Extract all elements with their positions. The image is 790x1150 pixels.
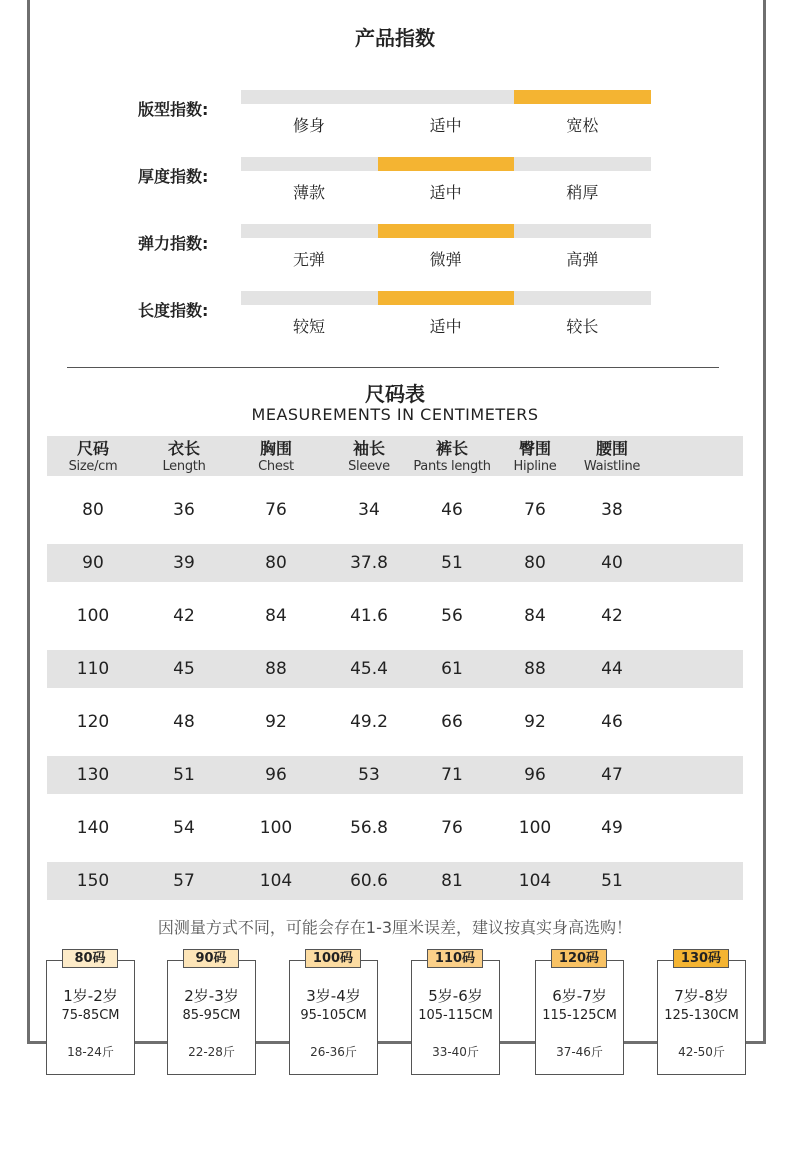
index-bar-highlight [378, 291, 515, 305]
header-zh: 臀围 [518, 439, 551, 458]
index-option: 稍厚 [566, 183, 599, 202]
index-label: 版型指数: [138, 100, 209, 119]
frame-right-border [763, 0, 766, 1044]
table-row [47, 650, 743, 688]
table-cell: 90 [82, 553, 104, 573]
table-cell: 37.8 [350, 553, 388, 573]
card-weight: 42-50斤 [678, 1045, 725, 1059]
table-cell: 49 [601, 818, 623, 838]
table-cell: 45.4 [350, 659, 388, 679]
card-age: 2岁-3岁 [184, 987, 239, 1005]
table-cell: 96 [524, 765, 546, 785]
table-cell: 38 [601, 500, 623, 520]
table-cell: 46 [441, 500, 463, 520]
index-option: 较长 [566, 317, 599, 336]
card-weight: 37-46斤 [556, 1045, 603, 1059]
table-cell: 100 [259, 818, 293, 838]
table-row [47, 703, 743, 741]
table-cell: 71 [441, 765, 463, 785]
table-cell: 100 [76, 606, 110, 626]
size-chart-title: 尺码表 [365, 382, 425, 406]
table-cell: 84 [524, 606, 546, 626]
card-weight: 33-40斤 [432, 1045, 479, 1059]
card-height: 95-105CM [300, 1008, 367, 1023]
size-card [167, 960, 256, 1075]
index-option: 薄款 [292, 183, 325, 202]
index-option: 微弹 [429, 250, 462, 269]
table-cell: 53 [358, 765, 380, 785]
table-cell: 49.2 [350, 712, 388, 732]
table-cell: 150 [76, 871, 110, 891]
table-cell: 51 [173, 765, 195, 785]
table-cell: 80 [265, 553, 287, 573]
table-header-cell [324, 436, 414, 474]
card-height: 125-130CM [664, 1008, 739, 1023]
card-height: 105-115CM [418, 1008, 493, 1023]
table-cell: 45 [173, 659, 195, 679]
frame-left-border [27, 0, 30, 1044]
table-cell: 96 [265, 765, 287, 785]
table-row [47, 862, 743, 900]
index-option: 无弹 [292, 250, 325, 269]
size-card [657, 960, 746, 1075]
index-label: 长度指数: [138, 301, 209, 320]
table-cell: 104 [259, 871, 293, 891]
card-age: 5岁-6岁 [428, 987, 483, 1005]
size-card [411, 960, 500, 1075]
index-option: 修身 [292, 116, 325, 135]
table-cell: 80 [524, 553, 546, 573]
table-cell: 44 [601, 659, 623, 679]
card-size-tag: 90码 [183, 949, 239, 968]
header-zh: 腰围 [595, 439, 628, 458]
index-bar-highlight [378, 224, 515, 238]
size-table-header [47, 436, 743, 476]
card-size-tag: 110码 [427, 949, 483, 968]
table-cell: 92 [265, 712, 287, 732]
table-cell: 81 [441, 871, 463, 891]
table-cell: 88 [524, 659, 546, 679]
index-bar-track [241, 291, 651, 305]
table-cell: 61 [441, 659, 463, 679]
header-zh: 胸围 [259, 439, 292, 458]
frame-bottom-border [27, 1041, 766, 1044]
header-zh: 裤长 [435, 439, 468, 458]
header-en: Pants length [413, 459, 491, 474]
card-weight: 18-24斤 [67, 1045, 114, 1059]
section-divider [67, 367, 719, 368]
card-height: 85-95CM [182, 1008, 241, 1023]
table-header-cell [48, 436, 138, 474]
header-zh: 尺码 [76, 439, 109, 458]
table-row [47, 809, 743, 847]
table-row [47, 756, 743, 794]
size-chart-subtitle: MEASUREMENTS IN CENTIMETERS [251, 405, 539, 424]
header-en: Length [162, 459, 206, 474]
table-cell: 42 [601, 606, 623, 626]
table-cell: 120 [76, 712, 110, 732]
card-height: 115-125CM [542, 1008, 617, 1023]
index-bar-track [241, 90, 651, 104]
table-cell: 66 [441, 712, 463, 732]
table-cell: 54 [173, 818, 195, 838]
header-en: Waistline [583, 459, 641, 474]
table-cell: 84 [265, 606, 287, 626]
header-zh: 袖长 [352, 439, 385, 458]
table-row [47, 544, 743, 582]
table-cell: 100 [518, 818, 552, 838]
card-age: 3岁-4岁 [306, 987, 361, 1005]
card-age: 6岁-7岁 [552, 987, 607, 1005]
index-bar-track [241, 157, 651, 171]
card-age: 1岁-2岁 [63, 987, 118, 1005]
index-option: 适中 [429, 317, 462, 336]
table-cell: 48 [173, 712, 195, 732]
table-cell: 57 [173, 871, 195, 891]
table-cell: 110 [76, 659, 110, 679]
header-en: Size/cm [68, 459, 118, 474]
table-cell: 140 [76, 818, 110, 838]
table-cell: 56 [441, 606, 463, 626]
card-size-tag: 130码 [673, 949, 729, 968]
table-header-cell [231, 436, 321, 474]
table-row [47, 597, 743, 635]
table-cell: 76 [441, 818, 463, 838]
card-age: 7岁-8岁 [674, 987, 729, 1005]
index-bar-highlight [378, 157, 515, 171]
table-header-cell [407, 436, 497, 474]
card-size-tag: 100码 [305, 949, 361, 968]
table-cell: 51 [601, 871, 623, 891]
table-cell: 47 [601, 765, 623, 785]
card-weight: 22-28斤 [188, 1045, 235, 1059]
table-cell: 130 [76, 765, 110, 785]
header-en: Chest [258, 459, 294, 474]
table-cell: 88 [265, 659, 287, 679]
table-header-cell [139, 436, 229, 474]
table-cell: 42 [173, 606, 195, 626]
index-label: 弹力指数: [138, 234, 209, 253]
table-cell: 41.6 [350, 606, 388, 626]
table-cell: 92 [524, 712, 546, 732]
size-card [289, 960, 378, 1075]
table-cell: 76 [524, 500, 546, 520]
header-zh: 衣长 [167, 439, 200, 458]
table-cell: 76 [265, 500, 287, 520]
measurement-note: 因测量方式不同，可能会存在1-3厘米误差，建议按真实身高选购！ [157, 918, 633, 937]
table-cell: 40 [601, 553, 623, 573]
index-bar-highlight [514, 90, 651, 104]
product-index-title: 产品指数 [355, 26, 435, 50]
size-card [46, 960, 135, 1075]
card-weight: 26-36斤 [310, 1045, 357, 1059]
table-cell: 51 [441, 553, 463, 573]
table-cell: 36 [173, 500, 195, 520]
card-size-tag: 120码 [551, 949, 607, 968]
index-bar-track [241, 224, 651, 238]
index-label: 厚度指数: [138, 167, 209, 186]
table-cell: 39 [173, 553, 195, 573]
index-option: 较短 [292, 317, 325, 336]
header-en: Sleeve [348, 459, 390, 474]
table-cell: 56.8 [350, 818, 388, 838]
table-cell: 104 [518, 871, 552, 891]
header-en: Hipline [513, 459, 557, 474]
table-header-cell [567, 436, 657, 474]
size-card [535, 960, 624, 1075]
card-size-tag: 80码 [62, 949, 118, 968]
card-height: 75-85CM [61, 1008, 120, 1023]
index-option: 适中 [429, 116, 462, 135]
table-cell: 46 [601, 712, 623, 732]
index-option: 适中 [429, 183, 462, 202]
table-cell: 60.6 [350, 871, 388, 891]
table-cell: 80 [82, 500, 104, 520]
table-row [47, 491, 743, 529]
index-option: 高弹 [566, 250, 599, 269]
table-cell: 34 [358, 500, 380, 520]
index-option: 宽松 [566, 116, 599, 135]
